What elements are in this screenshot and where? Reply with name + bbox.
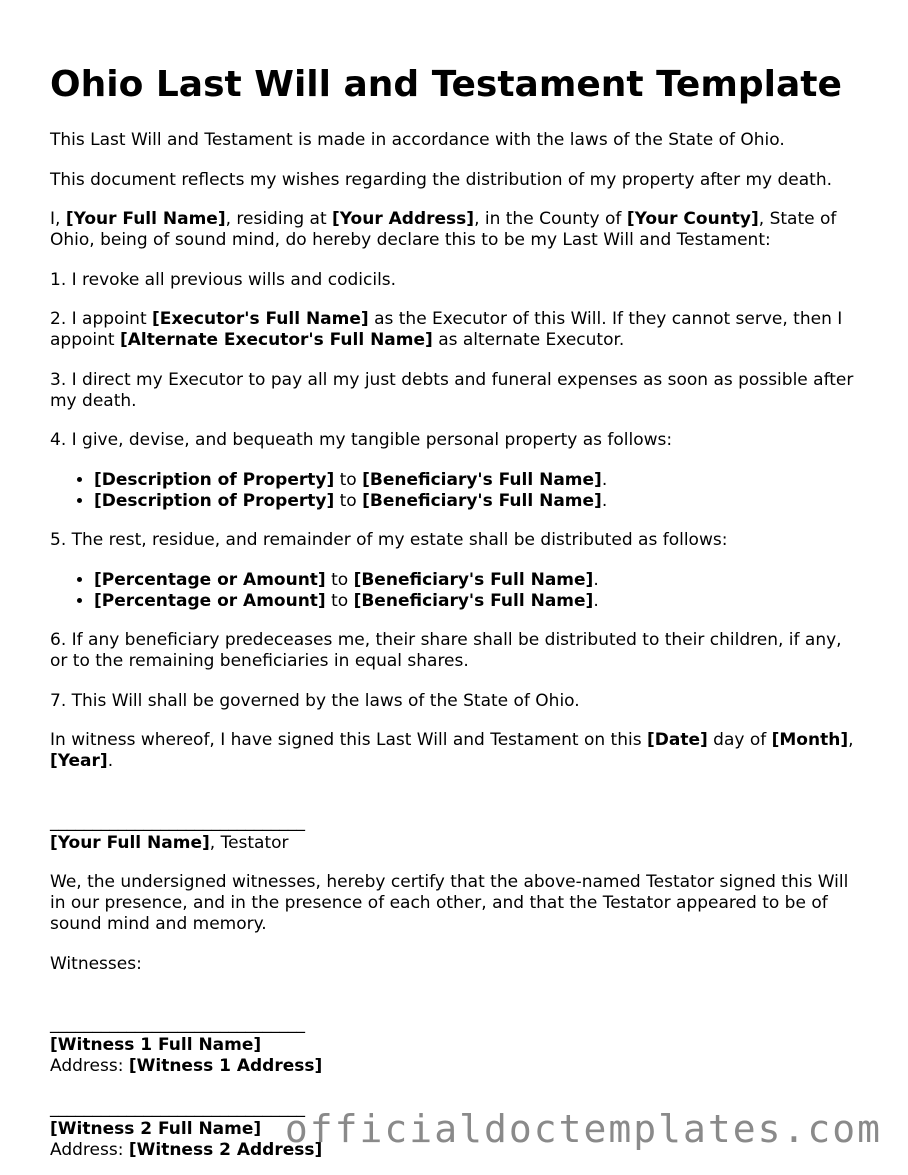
clause-3: 3. I direct my Executor to pay all my just debts and funeral expenses as soon as possible after my death. xyxy=(50,369,854,411)
county-field: [Your County] xyxy=(626,209,759,229)
address-field: [Your Address] xyxy=(332,209,475,229)
alternate-executor-field: [Alternate Executor's Full Name] xyxy=(119,330,433,350)
clause-2: 2. I appoint [Executor's Full Name] as the Executor of this Will. If they cannot serve, then I appoint [Alternate Executor's Full Name] as alternate Executor. xyxy=(50,309,843,350)
signature-line[interactable]: ______________________________ xyxy=(50,1014,305,1034)
clause-7: 7. This Will shall be governed by the laws of the State of Ohio. xyxy=(50,690,580,711)
list-item: • [Percentage or Amount] to [Beneficiary's Full Name]. xyxy=(94,570,860,591)
list-item: • [Description of Property] to [Beneficiary's Full Name]. xyxy=(94,491,860,512)
signature-line[interactable]: ______________________________ xyxy=(50,1097,305,1118)
list-item: • [Description of Property] to [Beneficiary's Full Name]. xyxy=(94,470,860,491)
witness-1-address: [Witness 1 Address] xyxy=(128,1056,323,1076)
clause-6: 6. If any beneficiary predeceases me, their share shall be distributed to their children, if any, or to the remaining beneficiaries in equal shares. xyxy=(50,630,842,671)
document-title: Ohio Last Will and Testament Template xyxy=(50,64,842,105)
certification-paragraph: We, the undersigned witnesses, hereby certify that the above-named Testator signed this Will in our presence, and in the presence of each other, and that the Testator appeared to be of sound mind and memory. xyxy=(50,872,849,934)
clause-1: 1. I revoke all previous wills and codicils. xyxy=(50,269,397,290)
year-field: [Year] xyxy=(50,751,108,771)
witness-statement: In witness whereof, I have signed this Last Will and Testament on this [Date] day of [Month], [Year]. xyxy=(50,730,854,771)
executor-name-field: [Executor's Full Name] xyxy=(152,309,369,329)
testator-signature-block: ______________________________ [Your Full Name], Testator xyxy=(50,812,860,854)
declaration-paragraph: I, [Your Full Name], residing at [Your Address], in the County of [Your County], State of Ohio, being of sound mind, do hereby declare this to be my Last Will and Testament: xyxy=(50,209,837,250)
witness-2-name: [Witness 2 Full Name] xyxy=(50,1118,262,1139)
document-page xyxy=(50,62,860,1161)
witness-1-block: ______________________________ [Witness 1 Full Name] Address: [Witness 1 Address] xyxy=(50,1014,860,1077)
signature-line[interactable]: ______________________________ xyxy=(50,811,305,832)
watermark: officialdoctemplates.com xyxy=(284,1107,882,1151)
list-item: • [Percentage or Amount] to [Beneficiary's Full Name]. xyxy=(94,591,860,612)
witness-2-address: [Witness 2 Address] xyxy=(128,1139,323,1160)
month-field: [Month] xyxy=(771,730,849,750)
property-list xyxy=(50,470,860,512)
clause-4: 4. I give, devise, and bequeath my tangible personal property as follows: xyxy=(50,430,673,450)
clause-5: 5. The rest, residue, and remainder of my estate shall be distributed as follows: xyxy=(50,530,728,550)
witness-1-name: [Witness 1 Full Name] xyxy=(50,1035,262,1055)
residue-list xyxy=(50,570,860,612)
intro-paragraph: This Last Will and Testament is made in accordance with the laws of the State of Ohio. xyxy=(50,130,785,150)
intro-paragraph-2: This document reflects my wishes regarding the distribution of my property after my death. xyxy=(50,169,833,190)
witnesses-label: Witnesses: xyxy=(50,953,142,974)
testator-name: [Your Full Name] xyxy=(50,832,210,853)
witness-2-block: ______________________________ [Witness 2 Full Name] Address: [Witness 2 Address] xyxy=(50,1098,860,1161)
date-field: [Date] xyxy=(646,730,708,750)
testator-name-field: [Your Full Name] xyxy=(65,209,226,229)
